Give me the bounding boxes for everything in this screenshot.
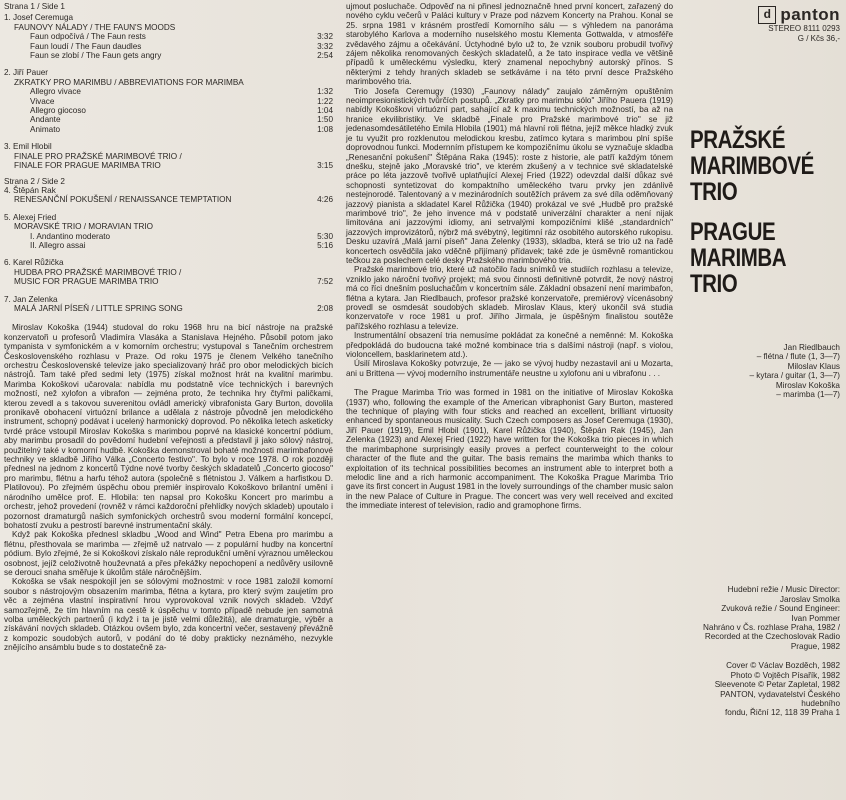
sleeve-note-paragraph: Úsilí Miroslava Kokošky potvrzuje, že — jako se vývoj hudby nezastavil ani u Mozarta, ani u Brittena — vývoj moderního instrumentáře neustne u xylofonu ani u vibrafonu . . . <box>346 359 673 378</box>
label-name: panton <box>780 5 840 25</box>
sleeve-note-paragraph: Instrumentální obsazení tria nemusíme pokládat za konečné a neměnné: M. Kokoška předpokládá do budoucna také možné kombinace tria s dalšími nástroji (např. s violou, violoncellem, basklarinetem atd.). <box>346 331 673 360</box>
track-part: Andante 1:50 <box>30 115 333 125</box>
track-duration: 7:52 <box>317 277 333 287</box>
track-number: 7. <box>4 294 11 304</box>
track-title: RENESANČNÍ POKUŠENÍ / RENAISSANCE TEMPTATION <box>14 195 232 205</box>
track-part: Faun loudí / The Faun daudles 3:32 <box>30 41 333 51</box>
track-number: 3. <box>4 142 11 152</box>
track-composer: Karel Růžička <box>13 258 64 268</box>
track-part: II. Allegro assai 5:16 <box>30 240 333 250</box>
track-part: Allegro vivace 1:32 <box>30 87 333 97</box>
track-part: Faun odpočívá / The Faun rests 3:32 <box>30 32 333 42</box>
production-credits: Hudební režie / Music Director: Jaroslav Smolka Zvuková režie / Sound Engineer: Ivan Pommer Nahráno v Čs. rozhlase Praha, 1982 / Recorded at the Czechoslovak Radio Prague, 1982 <box>703 585 840 651</box>
track-number: 1. <box>4 13 11 23</box>
track-part: Vivace 1:22 <box>30 96 333 106</box>
track-duration: 3:15 <box>317 161 333 171</box>
track-3 <box>4 142 333 170</box>
track-number: 4. <box>4 185 11 195</box>
track-part: Animato 1:08 <box>30 124 333 134</box>
sleeve-note-paragraph: Miroslav Kokoška (1944) studoval do roku 1968 hru na bicí nástroje na pražské konzervatoři u profesorů Vladimíra Vlasáka a Stanislava Hejného. Působil potom jako tympanista v symfonickém a v komorním orchestru; vystupoval s Tanečním orchestrem Československého rozhlasu v Praze. Od roku 1975 je členem Velkého tanečního orchestru Československé televize jako specializovaný hráč pro obor melodických bicích nástrojů. Tam také před sedmi lety (1975) získal možnost hrát na kvalitní marimbu. Marimba Kokoškovi učarovala: nabídla mu podstatně více technických i barevných možností, než xylofon a vibrafon — zejména proto, že technika hry čtyřmi paličkami, kterou zevedl a s takovou suverenitou ovládl americký vibrafonista Gary Burton, dovolila pronikavě obohacení virtuózní brilance a udělala z nástroje původně jen melodického instrument, schopný podávat i ucelený harmonický doprovod. Po několika letech asketicky tvrdé práce vstoupil Miroslav Kokoška s marimbou poprvé na klasické koncertní pódium, aby marimbu prosadil do povědomí hudební veřejnosti a představil ji jako sólový nástroj, použitelný také v komorní hudbě. Kokoška demonstroval bohaté možnosti marimbafonové techniky ve skladbě Jiřího Válka „Concerto festivo". To bylo v roce 1978. O rok později přednesl na jednom z koncertů Týdne nové tvorby českých skladatelů „Concerto giocoso" pro marimbu, flétnu a harfu téhož autora (společně s flétnistou J. Válkem a harfistkou D. Platilovou). Po zřejmém úspěchu obou premiér inspirovalo Kokoškovo brilantní umění i národního umělce prof. E. Hlobila: ten napsal pro Kokošku Koncert pro marimbu a orchestr, jehož provedení (rovněž v rámci každoroční přehlídky nových skladeb) upoutalo i pozornost dramaturgů našich symfonických orchestrů svou moderní formální koncepcí, bohatostí zvuku a pestrostí barevné instrumentační skály. <box>4 323 333 530</box>
track-6 <box>4 258 333 286</box>
sleeve-note-column <box>346 2 673 511</box>
track-4 <box>4 186 333 205</box>
publisher-info: PANTON, vydavatelství Českého hudebního fondu, Řiční 12, 118 39 Praha 1 <box>720 689 840 718</box>
track-part: Faun se zlobí / The Faun gets angry 2:54 <box>30 51 333 61</box>
track-composer: Emil Hlobil <box>13 142 52 152</box>
tracklist-column <box>4 2 333 653</box>
catalog-number: STEREO 8111 0293 <box>768 24 840 33</box>
track-title: FAUNOVY NÁLADY / THE FAUN'S MOODS <box>14 22 176 32</box>
album-title-english: PRAGUE MARIMBA TRIO <box>690 218 787 298</box>
sleeve-note-paragraph: ujmout posluchače. Odpověď na ni přinesl jednoznačně hned první koncert, zařazený do nového cyklu večerů v Paláci kultury v Praze pod názvem Koncerty na Prahou. Konal se 25. srpna 1981 v krásném prostředí Komorního sálu — s výhledem na panoráma starobylého Karlova a moderního nuselského mostu Klementa Gottwalda, v atmosféře zvědavého zájmu a očekávání. Úctyhodné bylo už to, že vznik souboru probudil tvořivý zájem několika renomovaných českých skladatelů, a že tato inspirace vedla ve většině případů k uměleckému výsledku, který znamenal nepochybný autorský přínos. S některými z tehdy hraných skladeb se setkáváme i na této první desce Pražského marimbového tria. <box>346 2 673 87</box>
track-duration: 2:08 <box>317 303 333 313</box>
track-duration: 4:26 <box>317 195 333 205</box>
track-title: MALÁ JARNÍ PÍSEŇ / LITTLE SPRING SONG <box>14 303 183 313</box>
musicians-list: Jan Riedlbauch – flétna / flute (1, 3—7) Miloslav Klaus – kytara / guitar (1, 3—7) Miroslav Kokoška – marimba (1—7) <box>749 343 840 400</box>
track-title: HUDBA PRO PRAŽSKÉ MARIMBOVÉ TRIO / <box>14 267 182 277</box>
track-composer: Štěpán Rak <box>13 185 56 195</box>
sleeve-note-paragraph: Pražské marimbové trio, které už natočilo řadu snímků ve studiích rozhlasu a televize, vzniklo jako nároční tvořivý projekt; má svou činnosti definitivně potvrdit, že nový nástroj má co říci dnešním posluchačům v koncertním sále. Základní obsazení není marimbafon, flétna a kytara. Jan Riedlbauch, profesor pražské konzervatoře, premiérový vícenásobný provedl se osmdesát soudobých skladeb. Miroslav Klaus, který ukončil svá studia konzervatoře v roce 1981 u prof. Jiřího Jirmala, je úspěšným finalistou soutěže pařížského rozhlasu a televize. <box>346 265 673 331</box>
sleeve-note-paragraph: Když pak Kokoška přednesl skladbu „Wood and Wind" Petra Ebena pro marimbu a flétnu, přesthovala se marimba — zřejmě už natrvalo — z populární hudby na koncertní pódium. Bylo zřejmé, že si Kokoškovi získalo nále reprodukční umění výraznou uměleckou osobnost, jejíž celoživotně houževnatá a přes překážky nepochopení a nedůvěry usilovně se derouci snaha směřuje k úkolům stále náročnějším. <box>4 530 333 577</box>
track-1 <box>4 13 333 60</box>
price: G / Kčs 36,- <box>797 33 840 43</box>
track-number: 5. <box>4 212 11 222</box>
track-title: FINALE FOR PRAGUE MARIMBA TRIO <box>14 161 161 171</box>
track-part: Allegro giocoso 1:04 <box>30 106 333 116</box>
track-title: MORAVSKÉ TRIO / MORAVIAN TRIO <box>14 222 154 232</box>
panton-logo <box>690 6 840 24</box>
album-info-column <box>690 2 840 718</box>
panton-mark-icon: d <box>758 6 776 24</box>
track-composer: Jan Zelenka <box>13 294 58 304</box>
sleeve-note-paragraph: Trio Josefa Ceremugy (1930) „Faunovy nálady" zaujalo záměrným opuštěním neoimpresionistických tvůrčích postupů. „Zkratky pro marimbu sólo" Jiřího Pauera (1919) nabídly Kokoškovi virtuózní part, sahající až k maximu technických možností, ba až na hranice ekvilibristiky. Ve skladbě „Finale pro Pražské marimbové trio" se již jedenasomdesátiletého Emila Hlobila (1901) má hlavní roli flétna, jejíž měkce hladký zvuk je tu využit pro rozklenutou melodickou kresbu, zatímco kytara s marimbou plní spíše doprovodnou funkci. Modernním přístupem ke kompozičnímu úkolu se vyznačuje skladba „Renesanční pokušení" Štěpána Raka (1945): roste z historie, ale patří každým tónem dnešku, stejně jako „Moravské trio", ve kterém zkušený a v technice své skladatelské práce po léta jazzově tvořivě uplatňující Alexej Fried (1922) odevzdal další důkaz své schopnosti syntetizovat do kompaktního uměleckého tvaru prvky jen zdánlivě nestejnorodé. Talentovaný a v mezinárodních soutěžích právem za své díla oděmňovaný jazzový pianista a skladatel Karel Růžička (1940) prokázal ve své „Hudbě pro pražské marimbové trio", že jeho invence má v podstatě univerzální charakter a není nijak limitována ani jazzovými idiomy, ani setrvalými kompozičními klišé „standardních" jazzových improvizátorů, nýbrž má svébytný, legitimní ráz osobitého autorského rukopisu. Desku uzavírá „Malá jarní píseň" Jana Zelenky (1933), skladba, která se trio už na řadě koncertech osvědčila jako vděčně přijímaný přídavek; také zde je úsměvně romantickou tečkou za poslechem celé desky Pražského marimbového tria. <box>346 86 673 265</box>
track-7 <box>4 295 333 314</box>
track-title: MUSIC FOR PRAGUE MARIMBA TRIO <box>14 277 159 287</box>
english-note-paragraph: The Prague Marimba Trio was formed in 1981 on the initiative of Miroslav Kokoška (1937) who, following the example of the American vibraphonist Gary Burton, mastered the technique of playing with four sticks and reached an excellent, brilliant virtuosity enhanced by spontaneous musicality. Such Czech composers as Josef Ceremuga (1930), Jiří Pauer (1919), Emil Hlobil (1901), Karel Růžička (1940), Štěpán Rak (1945), Jan Zelenka (1923) and Alexej Fried (1922) have written for the Kokoška trio pieces in which the marimbaphone surprisingly easily proves a perfect counterweight to the colour character of the flute and the guitar. The basis remains the marimba which thanks to exploitation of its technical possibilities becomes an instrument able to interpret both a melodic line and a rich harmonic accompaniment. The Kokoška Prague Marimba Trio gave its first concert in August 1981 in the lovely surroundings of the chamber music salon in the new Palace of Culture in Prague. The concert was very well received and excited the immediate interest of television, radio and gramophone firms. <box>346 388 673 511</box>
track-5 <box>4 213 333 251</box>
track-part: I. Andantino moderato 5:30 <box>30 231 333 241</box>
side-2-heading: Strana 2 / Side 2 <box>4 176 65 186</box>
track-2 <box>4 68 333 134</box>
art-credits: Cover © Václav Bozděch, 1982 Photo © Vojtěch Písařík, 1982 Sleevenote © Petar Zapletal, 1982 <box>714 661 840 690</box>
album-title-czech: PRAŽSKÉ MARIMBOVÉ TRIO <box>690 126 814 206</box>
track-title: FINALE PRO PRAŽSKÉ MARIMBOVÉ TRIO / <box>14 151 182 161</box>
track-title: ZKRATKY PRO MARIMBU / ABBREVIATIONS FOR MARIMBA <box>14 77 244 87</box>
sleeve-note-paragraph: Kokoška se však nespokojil jen se sólovými možnostmi: v roce 1981 založil komorní soubor s nástrojovým obsazením marimba, flétna a kytara, pro který svým zaujetím pro věc a zejména vlastní inspirativní hrou vyprovokoval vznik nových skladeb. Vždyť samozřejmě, že tím hlavním na cestě k úspěchu v tomto případě nebude jen samotná volba uměleckých partnerů (i když i ta je jistě velmi důležitá), ale dramaturgie, výběr a získávání nových skladeb. Otázkou ovšem bylo, zda koncertní večer, sestavený převážně z kompozic soudobých autorů, v podání do té doby prakticky neznámého, nezvykle znějícího ansámblu bude s to dostatečně za- <box>4 577 333 653</box>
track-number: 6. <box>4 258 11 268</box>
track-composer: Jiří Pauer <box>13 68 49 78</box>
track-number: 2. <box>4 68 11 78</box>
side-1-heading: Strana 1 / Side 1 <box>4 2 65 11</box>
track-composer: Josef Ceremuga <box>13 13 74 23</box>
track-composer: Alexej Fried <box>13 212 57 222</box>
